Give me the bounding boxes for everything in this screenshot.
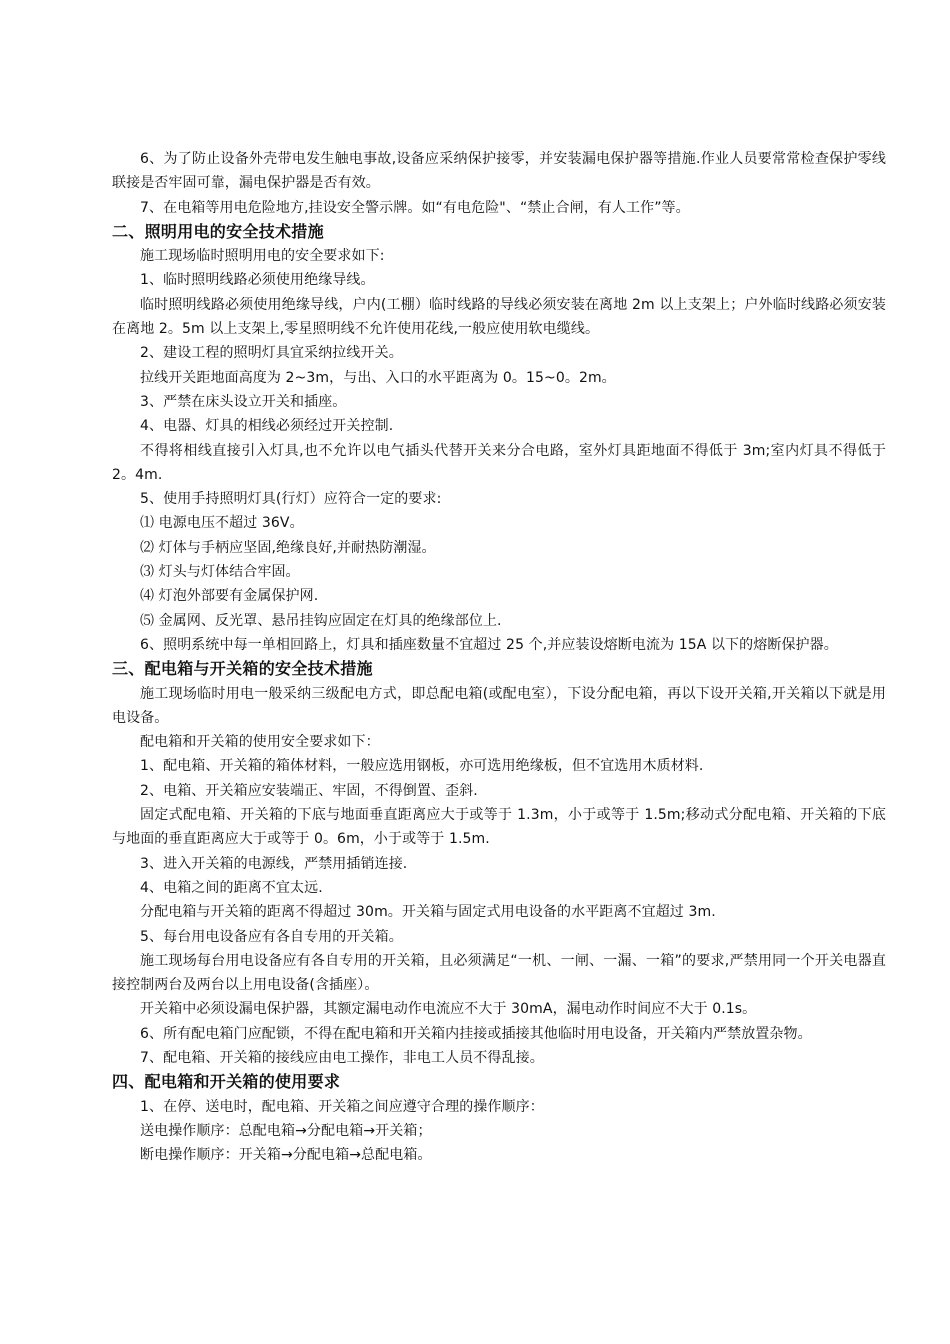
body-paragraph: 开关箱中必须设漏电保护器，其额定漏电动作电流应不大于 30mA，漏电动作时间应不大于 0.1s。	[140, 1001, 757, 1018]
body-paragraph: 1、在停、送电时，配电箱、开关箱之间应遵守合理的操作顺序：	[140, 1098, 544, 1115]
body-paragraph: ⑷ 灯泡外部要有金属保护网.	[140, 588, 319, 605]
body-paragraph: 5、每台用电设备应有各自专用的开关箱。	[140, 928, 403, 945]
body-paragraph: 施工现场每台用电设备应有各自专用的开关箱，且必须满足“一机、一闸、一漏、一箱”的要求,严禁用同一个开关电器直接控制两台及两台以上用电设备(含插座）。	[112, 952, 886, 994]
body-paragraph: 配电箱和开关箱的使用安全要求如下：	[140, 734, 380, 751]
body-paragraph: 拉线开关距地面高度为 2~3m，与出、入口的水平距离为 0。15~0。2m。	[140, 369, 616, 386]
body-paragraph: 施工现场临时照明用电的安全要求如下:	[140, 248, 385, 265]
body-paragraph: 固定式配电箱、开关箱的下底与地面垂直距离应大于或等于 1.3m，小于或等于 1.5m;移动式分配电箱、开关箱的下底与地面的垂直距离应大于或等于 0。6m，小于或等于 1.5m.	[112, 807, 886, 848]
body-paragraph: 4、电器、灯具的相线必须经过开关控制.	[140, 418, 394, 435]
section-heading: 四、配电箱和开关箱的使用要求	[112, 1072, 341, 1092]
body-paragraph: 3、严禁在床头设立开关和插座。	[140, 393, 347, 410]
body-paragraph: 7、在电箱等用电危险地方,挂设安全警示牌。如“有电危险"、“禁止合闸，有人工作”等。	[140, 199, 690, 216]
body-paragraph: 7、配电箱、开关箱的接线应由电工操作，非电工人员不得乱接。	[140, 1049, 544, 1066]
body-paragraph: 施工现场临时用电一般采纳三级配电方式，即总配电箱(或配电室），下设分配电箱，再以下设开关箱,开关箱以下就是用电设备。	[112, 685, 886, 726]
body-paragraph: 2、建设工程的照明灯具宜采纳拉线开关。	[140, 345, 403, 362]
body-paragraph: 6、照明系统中每一单相回路上，灯具和插座数量不宜超过 25 个,并应装设熔断电流为 15A 以下的熔断保护器。	[140, 636, 838, 653]
body-paragraph: 1、临时照明线路必须使用绝缘导线。	[140, 272, 375, 289]
body-paragraph: ⑴ 电源电压不超过 36V。	[140, 515, 304, 532]
body-paragraph: 2、电箱、开关箱应安装端正、牢固，不得倒置、歪斜.	[140, 782, 478, 799]
body-paragraph: ⑶ 灯头与灯体结合牢固。	[140, 564, 300, 581]
body-paragraph: 临时照明线路必须使用绝缘导线，户内(工棚）临时线路的导线必须安装在离地 2m 以上支架上；户外临时线路必须安装在离地 2。5m 以上支架上,零星照明线不允许使用花线,一般应使用软电缆线。	[112, 296, 886, 338]
body-paragraph: 分配电箱与开关箱的距离不得超过 30m。开关箱与固定式用电设备的水平距离不宜超过 3m.	[140, 904, 716, 921]
body-paragraph: 5、使用手持照明灯具(行灯）应符合一定的要求:	[140, 491, 442, 508]
body-paragraph: 断电操作顺序：开关箱→分配电箱→总配电箱。	[140, 1147, 432, 1164]
body-paragraph: 1、配电箱、开关箱的箱体材料，一般应选用钢板，亦可选用绝缘板，但不宜选用木质材料.	[140, 758, 704, 775]
document-body	[112, 147, 886, 1167]
body-paragraph: ⑵ 灯体与手柄应坚固,绝缘良好,并耐热防潮湿。	[140, 539, 436, 556]
body-paragraph: 4、电箱之间的距离不宜太远.	[140, 879, 323, 896]
body-paragraph: 3、进入开关箱的电源线，严禁用插销连接.	[140, 855, 408, 872]
body-paragraph: 6、所有配电箱门应配锁，不得在配电箱和开关箱内挂接或插接其他临时用电设备，开关箱内严禁放置杂物。	[140, 1025, 812, 1042]
body-paragraph: ⑸ 金属网、反光罩、悬吊挂钩应固定在灯具的绝缘部位上.	[140, 612, 502, 629]
section-heading: 三、配电箱与开关箱的安全技术措施	[112, 659, 373, 679]
body-paragraph: 送电操作顺序：总配电箱→分配电箱→开关箱；	[140, 1122, 432, 1139]
body-paragraph: 6、为了防止设备外壳带电发生触电事故,设备应采纳保护接零，并安装漏电保护器等措施.作业人员要常常检查保护零线联接是否牢固可靠，漏电保护器是否有效。	[112, 151, 886, 192]
body-paragraph: 不得将相线直接引入灯具,也不允许以电气插头代替开关来分合电路，室外灯具距地面不得低于 3m;室内灯具不得低于 2。4m.	[112, 442, 886, 483]
section-heading: 二、照明用电的安全技术措施	[112, 221, 324, 241]
